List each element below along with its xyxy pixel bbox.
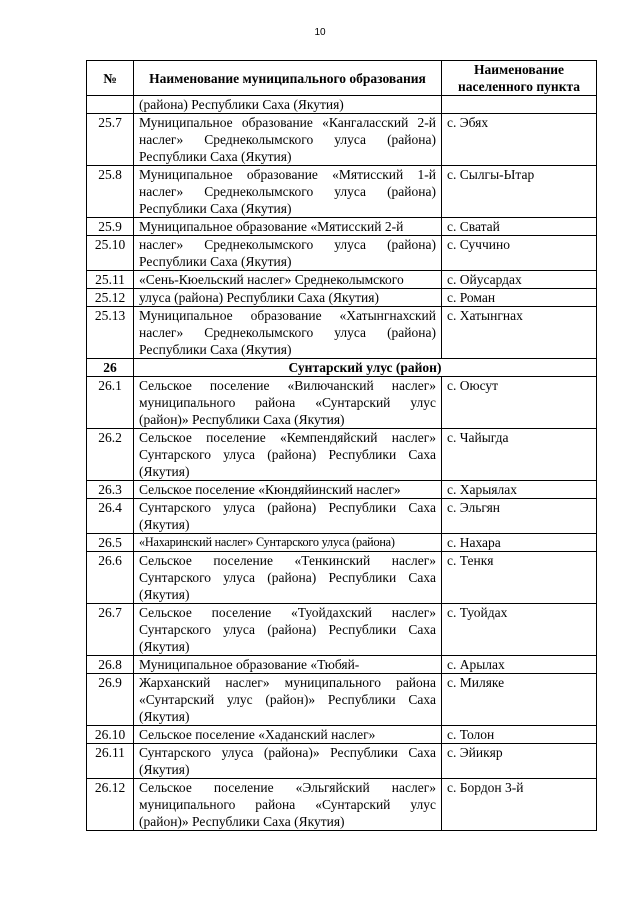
municipality-name: Жарханский наслег» муниципального района «Сунтарский улус (район)» Республики Саха (Якутия) xyxy=(134,674,442,726)
municipality-name: Сельское поселение «Эльгяйский наслег» муниципального района «Сунтарский улус (район)» Республики Саха (Якутия) xyxy=(134,779,442,831)
settlement-name: с. Миляке xyxy=(442,674,597,726)
settlement-name: с. Оюсут xyxy=(442,377,597,429)
settlement-name: с. Сватай xyxy=(442,218,597,236)
settlement-name: с. Роман xyxy=(442,289,597,307)
header-municipality: Наименование муниципального образования xyxy=(134,61,442,96)
settlement-name: с. Туойдах xyxy=(442,604,597,656)
settlement-name: с. Бордон 3-й xyxy=(442,779,597,831)
row-number: 25.10 xyxy=(87,236,134,271)
municipality-name: (района) Республики Саха (Якутия) xyxy=(134,96,442,114)
municipality-name: Сельское поселение «Тенкинский наслег» Сунтарского улуса (района) Республики Саха (Якутия) xyxy=(134,552,442,604)
municipality-name: наслег» Среднеколымского улуса (района) Республики Саха (Якутия) xyxy=(134,236,442,271)
settlement-name: с. Арылах xyxy=(442,656,597,674)
settlement-name: с. Эбях xyxy=(442,114,597,166)
row-number: 26.6 xyxy=(87,552,134,604)
page-number: 10 xyxy=(314,27,326,38)
row-number: 26.11 xyxy=(87,744,134,779)
settlement-name: с. Харыялах xyxy=(442,481,597,499)
row-number: 26.12 xyxy=(87,779,134,831)
row-number: 26.4 xyxy=(87,499,134,534)
table-row xyxy=(87,534,597,552)
settlement-name: с. Сылгы-Ытар xyxy=(442,166,597,218)
municipality-name: Сельское поселение «Кюндяйинский наслег» xyxy=(134,481,442,499)
municipality-name: Сельское поселение «Хаданский наслег» xyxy=(134,726,442,744)
header-number: № xyxy=(87,61,134,96)
table-row xyxy=(87,307,597,359)
section-number: 26 xyxy=(87,359,134,377)
row-number: 25.7 xyxy=(87,114,134,166)
municipality-name: Муниципальное образование «Мятисский 2-й xyxy=(134,218,442,236)
table-row xyxy=(87,656,597,674)
row-number: 25.9 xyxy=(87,218,134,236)
municipality-name: «Нахаринский наслег» Сунтарского улуса (района) xyxy=(134,534,442,552)
table-row xyxy=(87,726,597,744)
settlement-name xyxy=(442,96,597,114)
table-row xyxy=(87,499,597,534)
row-number: 25.13 xyxy=(87,307,134,359)
table-row xyxy=(87,166,597,218)
table-row xyxy=(87,96,597,114)
municipality-name: «Сень-Кюельский наслег» Среднеколымского xyxy=(134,271,442,289)
table-row xyxy=(87,779,597,831)
row-number: 26.2 xyxy=(87,429,134,481)
row-number: 26.8 xyxy=(87,656,134,674)
municipality-name: Муниципальное образование «Мятисский 1-й наслег» Среднеколымского улуса (района) Республики Саха (Якутия) xyxy=(134,166,442,218)
settlement-name: с. Хатынгнах xyxy=(442,307,597,359)
table-row xyxy=(87,744,597,779)
section-row xyxy=(87,359,597,377)
settlement-name: с. Нахара xyxy=(442,534,597,552)
municipality-name: Сельское поселение «Кемпендяйский наслег» Сунтарского улуса (района) Республики Саха (Якутия) xyxy=(134,429,442,481)
settlement-name: с. Ойусардах xyxy=(442,271,597,289)
row-number: 26.3 xyxy=(87,481,134,499)
table-row xyxy=(87,429,597,481)
table-row xyxy=(87,218,597,236)
row-number: 25.8 xyxy=(87,166,134,218)
table-row xyxy=(87,236,597,271)
municipality-name: Сунтарского улуса (района) Республики Саха (Якутия) xyxy=(134,499,442,534)
settlement-name: с. Толон xyxy=(442,726,597,744)
municipality-name: Муниципальное образование «Кангаласский 2-й наслег» Среднеколымского улуса (района) Республики Саха (Якутия) xyxy=(134,114,442,166)
table-header-row xyxy=(87,61,597,96)
settlement-name: с. Тенкя xyxy=(442,552,597,604)
table-row xyxy=(87,114,597,166)
row-number: 26.7 xyxy=(87,604,134,656)
table-row xyxy=(87,481,597,499)
table-row xyxy=(87,674,597,726)
table-row xyxy=(87,604,597,656)
row-number: 25.11 xyxy=(87,271,134,289)
row-number: 26.10 xyxy=(87,726,134,744)
municipality-name: улуса (района) Республики Саха (Якутия) xyxy=(134,289,442,307)
table-body xyxy=(87,96,597,831)
municipality-name: Сельское поселение «Туойдахский наслег» Сунтарского улуса (района) Республики Саха (Якутия) xyxy=(134,604,442,656)
municipality-name: Муниципальное образование «Тюбяй- xyxy=(134,656,442,674)
row-number: 25.12 xyxy=(87,289,134,307)
row-number xyxy=(87,96,134,114)
row-number: 26.1 xyxy=(87,377,134,429)
table-row xyxy=(87,289,597,307)
settlements-table xyxy=(86,60,597,831)
settlement-name: с. Суччино xyxy=(442,236,597,271)
settlement-name: с. Эльгян xyxy=(442,499,597,534)
section-title: Сунтарский улус (район) xyxy=(134,359,597,377)
table-row xyxy=(87,377,597,429)
header-settlement: Наименование населенного пункта xyxy=(442,61,597,96)
municipality-name: Муниципальное образование «Хатынгнахский наслег» Среднеколымского улуса (района) Республики Саха (Якутия) xyxy=(134,307,442,359)
settlement-name: с. Чайыгда xyxy=(442,429,597,481)
table-row xyxy=(87,271,597,289)
row-number: 26.5 xyxy=(87,534,134,552)
settlement-name: с. Эйикяр xyxy=(442,744,597,779)
row-number: 26.9 xyxy=(87,674,134,726)
municipality-name: Сельское поселение «Вилючанский наслег» муниципального района «Сунтарский улус (район)» Республики Саха (Якутия) xyxy=(134,377,442,429)
table-row xyxy=(87,552,597,604)
municipality-name: Сунтарского улуса (района)» Республики Саха (Якутия) xyxy=(134,744,442,779)
